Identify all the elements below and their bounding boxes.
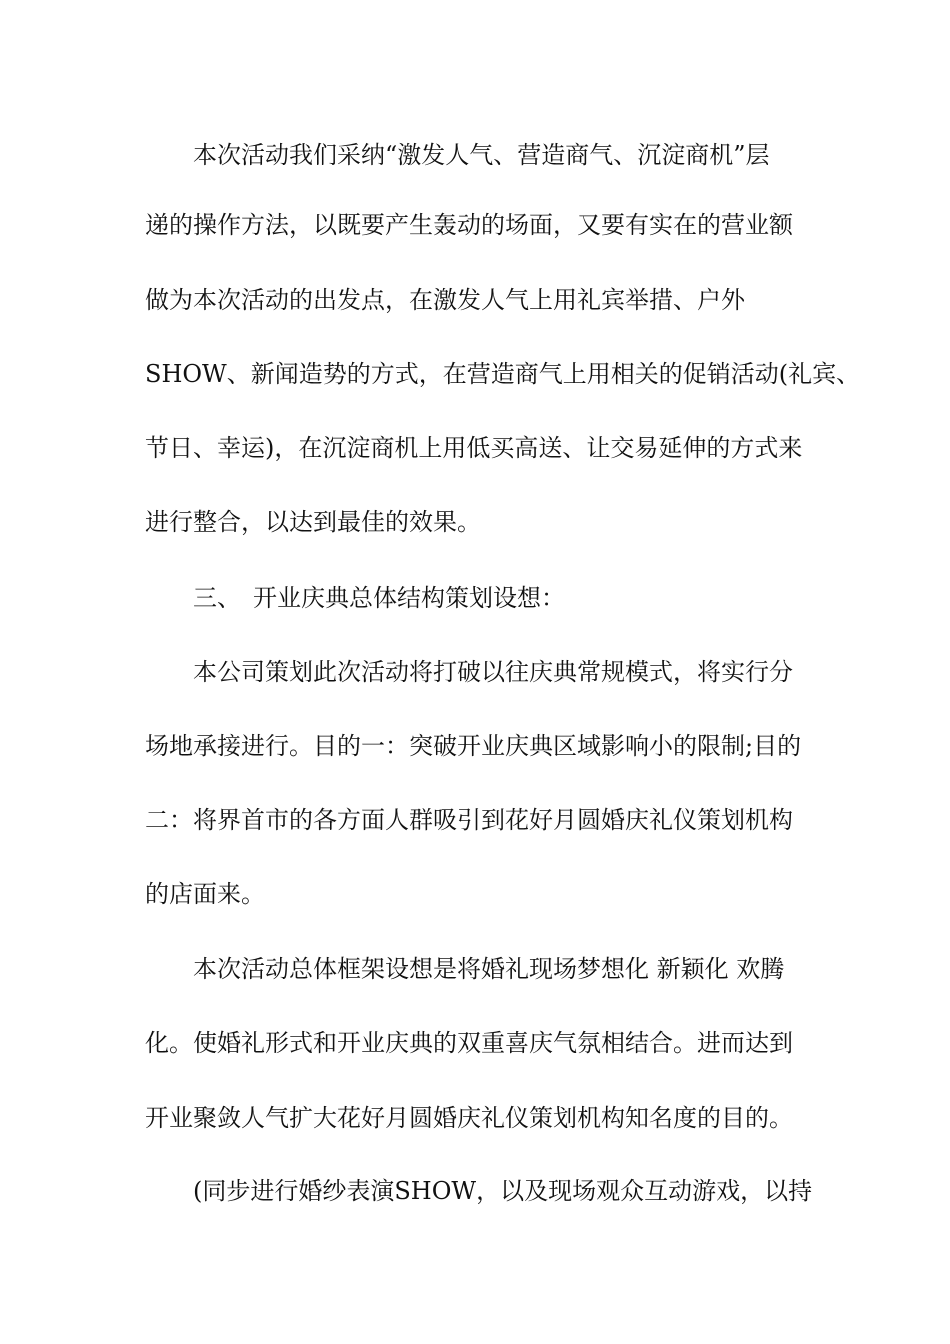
paragraph-3-line-1: 本次活动总体框架设想是将婚礼现场梦想化 新颖化 欢腾: [193, 955, 785, 983]
section-number: 三、: [193, 584, 241, 612]
paragraph-1-line-1: 本次活动我们采纳“激发人气、营造商气、沉淀商机”层: [193, 141, 770, 169]
paragraph-3-line-2: 化。使婚礼形式和开业庆典的双重喜庆气氛相结合。进而达到: [145, 1029, 793, 1057]
paragraph-2-line-1: 本公司策划此次活动将打破以往庆典常规模式，将实行分: [193, 658, 793, 686]
paragraph-1-line-3: 做为本次活动的出发点，在激发人气上用礼宾举措、户外: [145, 286, 745, 314]
paragraph-2-line-4: 的店面来。: [145, 880, 265, 908]
paragraph-4-line-1: (同步进行婚纱表演SHOW，以及现场观众互动游戏，以持: [193, 1177, 813, 1205]
paragraph-2-line-2: 场地承接进行。目的一：突破开业庆典区域影响小的限制;目的: [145, 732, 802, 760]
paragraph-1-line-6: 进行整合，以达到最佳的效果。: [145, 508, 481, 536]
paragraph-2-line-3: 二：将界首市的各方面人群吸引到花好月圆婚庆礼仪策划机构: [145, 806, 793, 834]
paragraph-1-line-2: 递的操作方法，以既要产生轰动的场面，又要有实在的营业额: [145, 211, 793, 239]
section-heading: 开业庆典总体结构策划设想：: [253, 584, 565, 612]
paragraph-1-line-4: SHOW、新闻造势的方式，在营造商气上用相关的促销活动(礼宾、: [145, 360, 861, 388]
paragraph-1-line-5: 节日、幸运)，在沉淀商机上用低买高送、让交易延伸的方式来: [145, 434, 803, 462]
paragraph-3-line-3: 开业聚敛人气扩大花好月圆婚庆礼仪策划机构知名度的目的。: [145, 1104, 793, 1132]
